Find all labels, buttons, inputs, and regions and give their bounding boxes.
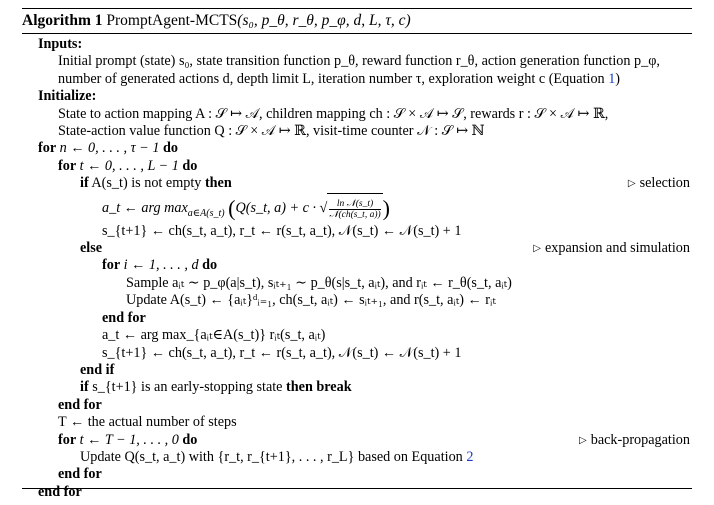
selection2-line: a_t ← arg max_{aᵢₜ∈A(s_t)} rᵢₜ(s_t, aᵢₜ) xyxy=(102,327,326,344)
kw-if: if xyxy=(80,379,89,396)
ucb-numerator: ln 𝒩(s_t) xyxy=(329,199,380,210)
comment-backprop xyxy=(579,432,690,450)
algorithm-body xyxy=(22,34,692,501)
if-expr: A(s_t) is not empty xyxy=(88,175,205,192)
algorithm-box xyxy=(22,8,692,501)
T-assign-line: T ← the actual number of steps xyxy=(58,414,237,431)
algorithm-label: Algorithm 1 xyxy=(22,12,103,29)
kw-else: else xyxy=(80,240,103,257)
early-stop-expr: s_{t+1} is an early-stopping state xyxy=(88,379,287,396)
comment-backprop-text: back-propagation xyxy=(590,431,690,448)
end-for-n: end for xyxy=(38,483,82,500)
early-stop-line xyxy=(22,379,692,396)
sqrt-term xyxy=(327,193,382,224)
backprop-update-text: Update Q(s_t, a_t) with {r_t, r_{t+1}, . . . , r_L} based on Equation xyxy=(80,448,467,465)
kw-for: for xyxy=(58,157,77,174)
inputs-line-2-text: number of generated actions d, depth limit L, iteration number τ, exploration weight c (Equation xyxy=(58,70,609,87)
for-n-expr: n ← 0, . . . , τ − 1 xyxy=(56,140,163,157)
kw-then-break: then break xyxy=(286,379,352,396)
kw-for: for xyxy=(58,431,77,448)
paren-close: ) xyxy=(382,195,390,221)
kw-for: for xyxy=(102,257,121,274)
update-children-line: Update A(s_t) ← {aᵢₜ}ᵈᵢ₌₁, ch(s_t, aᵢₜ) ← sᵢₜ₊₁, and r(s_t, aᵢₜ) ← rᵢₜ xyxy=(126,292,496,309)
comment-selection-text: selection xyxy=(639,175,690,192)
for-i-expr: i ← 1, . . . , d xyxy=(120,257,203,274)
if-nonempty-line xyxy=(22,175,692,192)
comment-selection xyxy=(628,175,690,193)
init-line-1: State to action mapping A : 𝒮 ↦ 𝒜, children mapping ch : 𝒮 × 𝒜 ↦ 𝒮, rewards r : 𝒮 × 𝒜 ↦ ℝ, xyxy=(58,105,609,122)
else-line xyxy=(22,240,692,257)
kw-do: do xyxy=(202,257,218,274)
algorithm-name: PromptAgent-MCTS xyxy=(106,12,238,29)
kw-do: do xyxy=(163,140,178,157)
algorithm-params: (s₀, p_θ, r_θ, p_φ, d, L, τ, c) xyxy=(237,12,411,29)
triangle-icon: ▷ xyxy=(533,243,541,255)
end-if: end if xyxy=(80,361,115,378)
end-for-i: end for xyxy=(102,309,146,326)
paren-open: ( xyxy=(228,195,236,221)
comment-expansion-text: expansion and simulation xyxy=(544,240,690,257)
comment-expansion xyxy=(533,240,690,258)
for-back-expr: t ← T − 1, . . . , 0 xyxy=(76,431,183,448)
kw-then: then xyxy=(204,175,232,192)
for-n-line xyxy=(22,140,692,157)
ucb-fraction xyxy=(329,199,380,220)
kw-if: if xyxy=(80,175,89,192)
sample-line: Sample aᵢₜ ∼ p_φ(a|s_t), sᵢₜ₊₁ ∼ p_θ(s|s_t, aᵢₜ), and rᵢₜ ← r_θ(s_t, aᵢₜ) xyxy=(126,274,512,291)
triangle-icon: ▷ xyxy=(627,178,636,190)
for-back-line xyxy=(22,432,692,449)
update-line-1: s_{t+1} ← ch(s_t, a_t), r_t ← r(s_t, a_t), 𝒩(s_t) ← 𝒩(s_t) + 1 xyxy=(102,222,462,239)
initialize-heading: Initialize: xyxy=(38,88,97,105)
equation-2-link[interactable]: 2 xyxy=(466,448,474,465)
update-line-2: s_{t+1} ← ch(s_t, a_t), r_t ← r(s_t, a_t), 𝒩(s_t) ← 𝒩(s_t) + 1 xyxy=(102,344,462,361)
inputs-line-1: Initial prompt (state) s₀, state transition function p_θ, reward function r_θ, action generation function p_φ, xyxy=(58,53,660,70)
ucb-denominator: 𝒩(ch(s_t, a)) xyxy=(329,210,381,221)
backprop-update-line xyxy=(22,449,692,466)
sel-argmax-sub: a∈A(s_t) xyxy=(187,207,225,219)
algorithm-title xyxy=(22,9,692,33)
bottom-rule xyxy=(22,488,692,489)
equation-1-link[interactable]: 1 xyxy=(608,70,616,87)
end-for-back: end for xyxy=(58,466,102,483)
inputs-heading: Inputs: xyxy=(38,36,83,52)
init-line-2: State-action value function Q : 𝒮 × 𝒜 ↦ ℝ, visit-time counter 𝒩 : 𝒮 ↦ ℕ xyxy=(58,123,485,140)
sel-argmax: a_t ← arg max xyxy=(102,199,188,216)
inputs-line-2 xyxy=(22,71,692,88)
sel-q-term: Q(s_t, a) + c · xyxy=(235,199,316,216)
for-t-expr: t ← 0, . . . , L − 1 xyxy=(76,157,183,174)
for-i-line xyxy=(22,257,692,274)
kw-do: do xyxy=(182,157,198,174)
inputs-line-2-close: ) xyxy=(615,70,621,87)
end-for-t: end for xyxy=(58,396,102,413)
triangle-icon: ▷ xyxy=(579,434,587,446)
kw-do: do xyxy=(182,431,198,448)
selection-formula-line: a_t ← arg $\max_{a\in A(s\_t)}$ (Q(s_t, a) + c · √ $\frac{\text{ln 𝒩(s\_t)}}{\text{𝒩(ch(s\_t, a))}}$ ) xyxy=(22,193,692,223)
kw-for: for xyxy=(38,140,57,157)
for-t-line xyxy=(22,158,692,175)
